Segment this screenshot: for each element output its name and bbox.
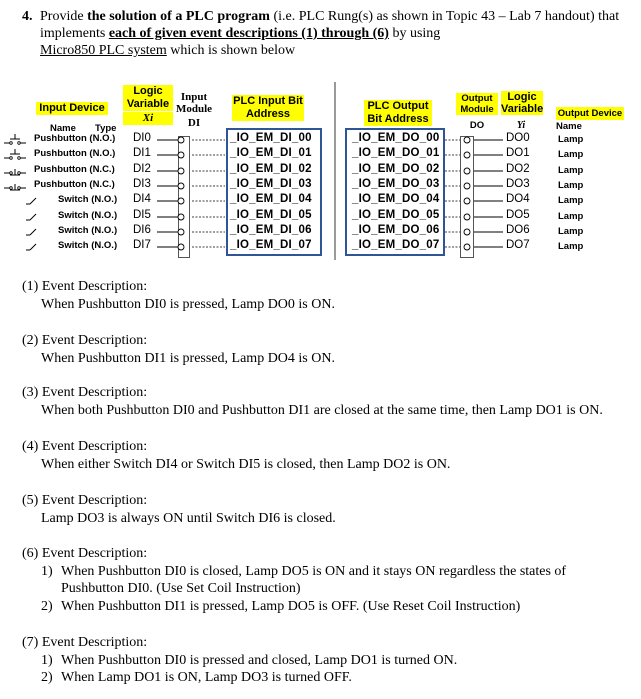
plc-output-address: _IO_EM_DO_00	[352, 132, 440, 144]
event-title: (6) Event Description:	[22, 546, 148, 561]
input-logic-variable: DI4	[133, 193, 151, 206]
output-device-name: Lamp	[558, 241, 584, 253]
event-body: When both Pushbutton DI0 and Pushbutton DI1 are closed at the same time, then Lamp DO1 is ON.	[41, 402, 603, 418]
output-wire	[445, 196, 505, 206]
input-logic-variable: DI5	[133, 208, 151, 221]
input-device-name: Switch (N.O.)	[58, 209, 118, 221]
header-input-module-sub: DI	[187, 117, 201, 129]
q-text-5: each of given event descriptions (1) through (6)	[108, 26, 389, 41]
plc-input-address: _IO_EM_DI_06	[230, 223, 312, 236]
switch-symbol-icon	[26, 241, 48, 253]
output-wire	[445, 242, 505, 252]
input-logic-variable: DI3	[133, 177, 151, 190]
event-body: Lamp DO3 is always ON until Switch DI6 is closed.	[41, 510, 336, 526]
input-logic-variable: DI7	[133, 239, 151, 252]
header-logic-variable: Logic Variable	[123, 85, 173, 111]
output-logic-variable: DO3	[506, 177, 530, 190]
event-5	[22, 492, 336, 527]
event-body: When either Switch DI4 or Switch DI5 is closed, then Lamp DO2 is ON.	[41, 456, 451, 472]
plc-output-address: _IO_EM_DO_05	[352, 208, 440, 221]
header-xi: Xi	[123, 112, 173, 125]
output-device-name: Lamp	[558, 164, 584, 176]
output-logic-variable: DO7	[506, 239, 530, 252]
header-logic-variable-out: Logic Variable	[501, 91, 544, 115]
plc-input-address: _IO_EM_DI_07	[230, 239, 312, 252]
input-device-name: Pushbutton (N.C.)	[34, 163, 115, 175]
pushbutton-symbol-icon	[4, 149, 26, 161]
q-text-7: Micro850 PLC system	[40, 43, 167, 58]
input-logic-variable: DI0	[133, 132, 151, 144]
pushbutton-symbol-icon	[4, 134, 26, 146]
header-input-device: Input Device	[36, 102, 108, 115]
output-logic-variable: DO6	[506, 223, 530, 236]
input-wire	[157, 196, 217, 206]
header-yi: Yi	[516, 120, 526, 131]
q-text-2: the solution of a PLC program	[87, 9, 270, 24]
event-item: 2) When Lamp DO1 is ON, Lamp DO3 is turned OFF.	[41, 670, 352, 685]
input-logic-variable: DI2	[133, 162, 151, 175]
output-device-name: Lamp	[558, 210, 584, 222]
divider	[334, 82, 336, 260]
input-wire	[157, 227, 217, 237]
input-wire	[157, 150, 217, 160]
output-logic-variable: DO2	[506, 162, 530, 175]
q-text-4: handout) that implements	[40, 9, 620, 41]
event-item: 1) When Pushbutton DI0 is closed, Lamp DO5 is ON and it stays ON regardless the states of Pushbutton DI0. (Use Set Coil Instruction)	[41, 563, 567, 596]
plc-output-address: _IO_EM_DO_01	[352, 147, 440, 160]
plc-input-address: _IO_EM_DI_02	[230, 162, 312, 175]
input-wire	[157, 181, 217, 191]
event-item: 2) When Pushbutton DI1 is pressed, Lamp DO5 is OFF. (Use Reset Coil Instruction)	[41, 598, 521, 614]
input-wire	[157, 135, 217, 145]
header-plc-output: PLC Output Bit Address	[364, 100, 432, 126]
header-name: Name	[50, 123, 76, 134]
header-output-module-sub: DO	[469, 120, 485, 131]
pushbutton-symbol-icon	[4, 165, 26, 177]
output-wire	[445, 166, 505, 176]
q-text-8: which is shown below	[170, 43, 296, 58]
plc-output-address: _IO_EM_DO_06	[352, 223, 440, 236]
output-device-name: Lamp	[558, 134, 584, 145]
plc-input-address: _IO_EM_DI_05	[230, 208, 312, 221]
output-device-name: Lamp	[558, 179, 584, 191]
question-prompt	[22, 8, 632, 59]
question-number: 4.	[22, 9, 33, 24]
q-text-3: (i.e. PLC Rung(s) as shown in Topic 43 – Lab 7	[273, 9, 542, 24]
input-device-name: Pushbutton (N.O.)	[34, 148, 116, 160]
input-logic-variable: DI6	[133, 223, 151, 236]
output-wire	[445, 150, 505, 160]
header-output-name: Name	[556, 121, 582, 132]
plc-output-address: _IO_EM_DO_04	[352, 193, 440, 206]
event-title: (4) Event Description:	[22, 439, 148, 454]
plc-output-address: _IO_EM_DO_03	[352, 177, 440, 190]
switch-symbol-icon	[26, 195, 48, 207]
header-output-module: Output Module	[456, 93, 498, 115]
input-wire	[157, 242, 217, 252]
plc-io-diagram	[0, 82, 641, 268]
output-logic-variable: DO0	[506, 132, 530, 144]
q-text-6: by using	[392, 26, 441, 41]
output-device-name: Lamp	[558, 195, 584, 207]
input-device-name: Pushbutton (N.C.)	[34, 178, 115, 190]
event-1	[22, 278, 335, 313]
plc-output-address: _IO_EM_DO_07	[352, 239, 440, 252]
input-device-name: Pushbutton (N.O.)	[34, 133, 116, 144]
output-wire	[445, 227, 505, 237]
header-output-device: Output Device	[557, 108, 623, 119]
event-body: When Pushbutton DI1 is pressed, Lamp DO4 is ON.	[41, 350, 335, 366]
output-logic-variable: DO4	[506, 193, 530, 206]
input-wire	[157, 166, 217, 176]
input-device-name: Switch (N.O.)	[58, 194, 118, 206]
output-logic-variable: DO1	[506, 147, 530, 160]
output-wire	[445, 135, 505, 145]
event-item: 1) When Pushbutton DI0 is pressed and closed, Lamp DO1 is turned ON.	[41, 652, 458, 668]
event-7	[22, 634, 632, 687]
switch-symbol-icon	[26, 226, 48, 238]
output-wire	[445, 212, 505, 222]
event-2	[22, 332, 335, 367]
output-wire	[445, 181, 505, 191]
input-device-name: Switch (N.O.)	[58, 224, 118, 236]
event-title: (1) Event Description:	[22, 279, 148, 294]
event-4	[22, 438, 450, 473]
event-3	[22, 384, 632, 419]
pushbutton-symbol-icon	[4, 180, 26, 192]
event-body: When Pushbutton DI0 is pressed, Lamp DO0 is ON.	[41, 296, 335, 312]
event-title: (3) Event Description:	[22, 385, 148, 400]
event-6	[22, 545, 632, 615]
output-logic-variable: DO5	[506, 208, 530, 221]
output-device-name: Lamp	[558, 149, 584, 161]
header-plc-input: PLC Input Bit Address	[233, 95, 303, 120]
plc-input-address: _IO_EM_DI_04	[230, 193, 312, 206]
event-title: (2) Event Description:	[22, 333, 148, 348]
q-text-1: Provide	[40, 9, 84, 24]
input-device-name: Switch (N.O.)	[58, 240, 118, 252]
plc-output-address: _IO_EM_DO_02	[352, 162, 440, 175]
header-input-module: Input Module	[175, 91, 213, 115]
plc-input-address: _IO_EM_DI_03	[230, 177, 312, 190]
input-wire	[157, 212, 217, 222]
input-logic-variable: DI1	[133, 147, 151, 160]
output-device-name: Lamp	[558, 225, 584, 237]
event-title: (7) Event Description:	[22, 635, 148, 650]
plc-input-address: _IO_EM_DI_01	[230, 147, 312, 160]
event-title: (5) Event Description:	[22, 493, 148, 508]
switch-symbol-icon	[26, 211, 48, 223]
plc-input-address: _IO_EM_DI_00	[230, 132, 312, 144]
header-type: Type	[95, 123, 117, 134]
